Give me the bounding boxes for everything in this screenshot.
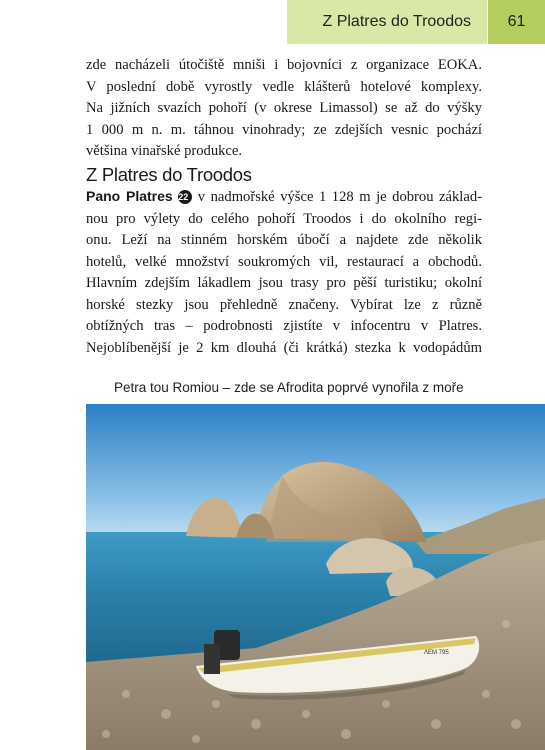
paragraph-line: V poslední době vyrostly vedle klášterů hotelové komplexy. [86, 78, 482, 95]
map-marker-number-icon: 22 [178, 190, 192, 204]
paragraph-line: Hlavním zdejším lákadlem jsou trasy pro pěší turistiku; okolní [86, 275, 482, 291]
paragraph-line: hotelů, velké množství soukromých vil, restaurací a obchodů. [86, 253, 482, 270]
running-header-title: Z Platres do Troodos [322, 13, 471, 30]
paragraph-line: 1 000 m n. m. táhnou vinohrady; ze zdejších vesnic pochází [86, 121, 482, 138]
paragraph-line: horské stezky jsou přehledně značeny. Vybírat lze z různě [86, 296, 482, 313]
paragraph-line: většina vinařské produkce. [86, 143, 243, 159]
photo-caption: Petra tou Romiou – zde se Afrodita poprvé vynořila z moře [114, 380, 464, 395]
paragraph-line: obtížných tras – podrobnosti zjistíte v infocentru v Platres. [86, 318, 482, 334]
intro-paragraph [86, 55, 482, 163]
coast-photo [86, 404, 545, 750]
paragraph-line: onu. Leží na stinném horském úbočí a najdete zde několik [86, 232, 482, 248]
boat-registration-label: ΛΕΜ 795 [424, 650, 449, 656]
paragraph-first-line [86, 186, 482, 209]
paragraph-line: Na jižních svazích pohoří (v okrese Limassol) se až do výšky [86, 100, 482, 116]
paragraph-line-rest: v nadmořské výšce 1 128 m je dobrou základ- [192, 189, 482, 205]
place-name-bold: Pano Platres [86, 188, 173, 204]
paragraph-line: Nejoblíbenější je 2 km dlouhá (či krátká) stezka k vodopádům [86, 339, 482, 356]
paragraph-line: nou pro výlety do celého pohoří Troodos i do okolního regi- [86, 210, 482, 227]
running-header [287, 0, 487, 44]
section-paragraph [86, 186, 482, 359]
paragraph-line: zde nacházeli útočiště mniši i bojovníci z organizace EOKA. [86, 57, 482, 73]
section-heading: Z Platres do Troodos [86, 164, 252, 185]
page-number: 61 [488, 0, 545, 44]
